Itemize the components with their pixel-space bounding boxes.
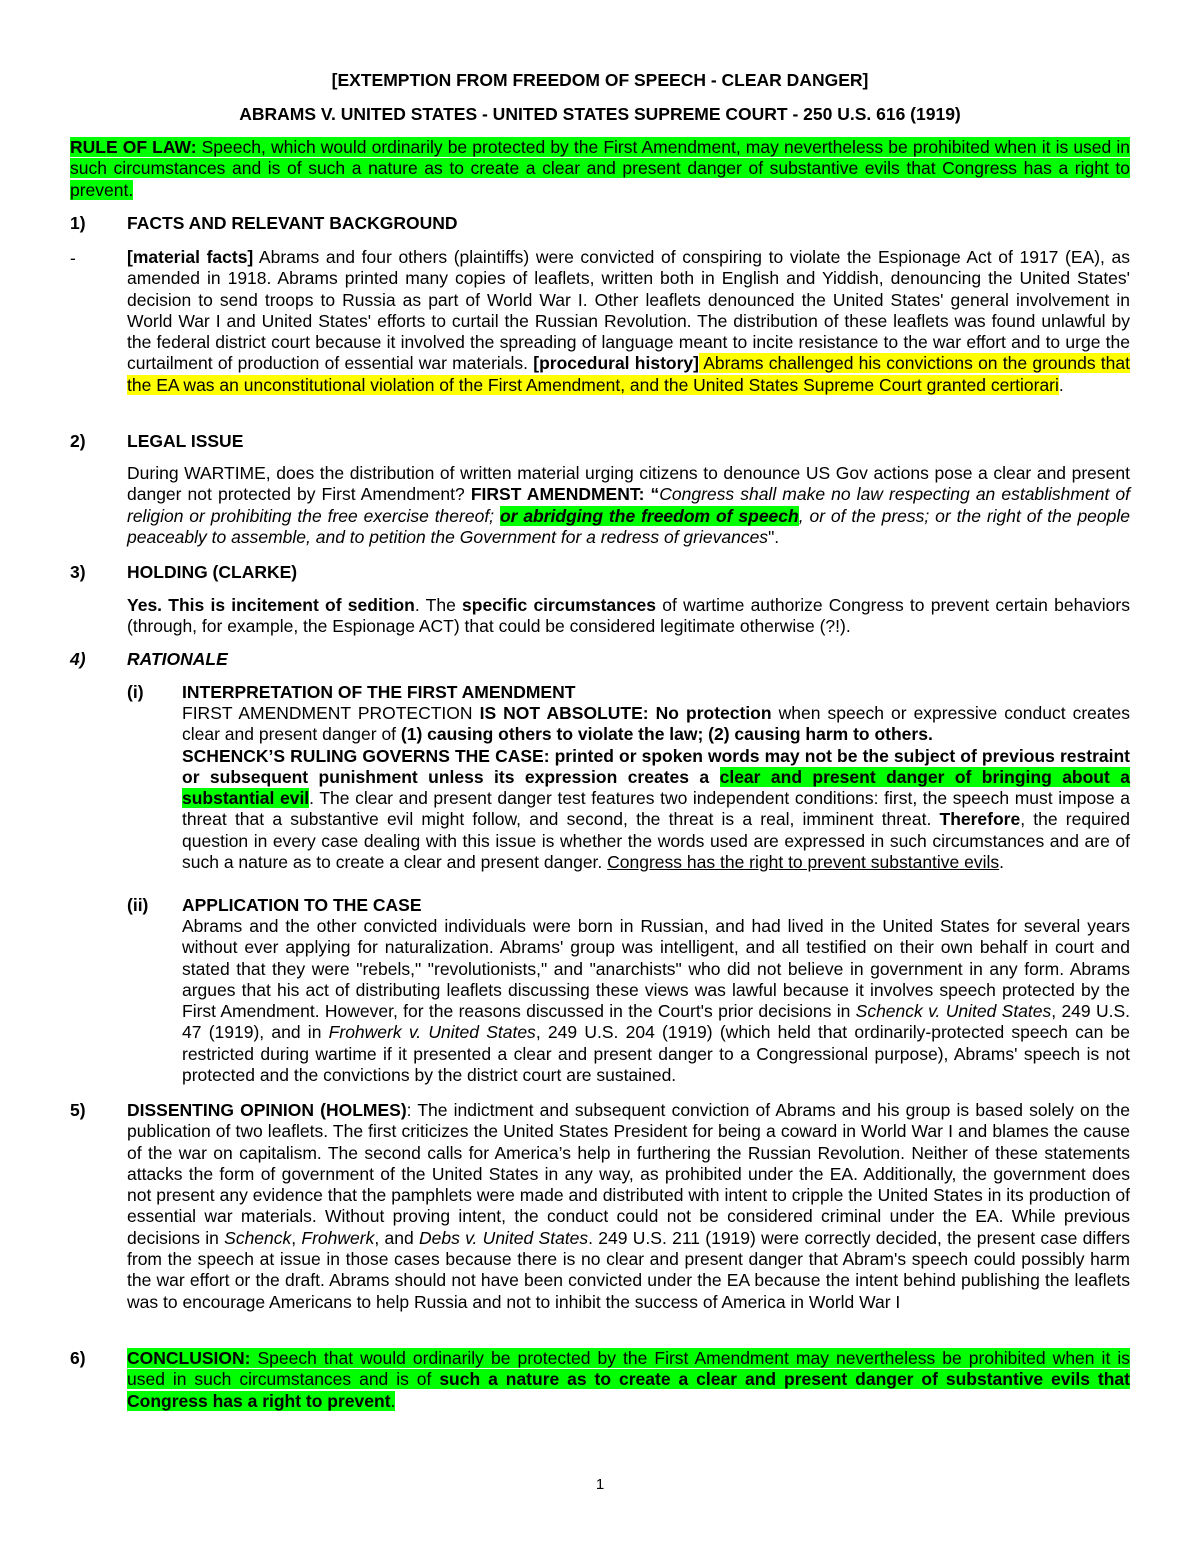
section-1-number: 1) xyxy=(70,213,86,233)
section-6-number: 6) xyxy=(70,1348,86,1368)
rule-of-law-label: RULE OF LAW: xyxy=(70,137,197,157)
section-5-number: 5) xyxy=(70,1100,86,1120)
material-facts-label: [material facts] xyxy=(127,247,254,267)
section-2-heading: LEGAL ISSUE xyxy=(127,431,244,451)
subsection-i-heading: INTERPRETATION OF THE FIRST AMENDMENT xyxy=(182,682,576,702)
legal-issue-paragraph: During WARTIME, does the distribution of written material urging citizens to denounce US Gov actions pose a clear and present danger not protected by First Amendment? FIRST AMENDMENT: “Congress shall make no law respecting an establishment of religion or prohibiting the free exercise thereof; or abridging the freedom of speech, or of the press; or the right of the people peaceably to assemble, and to petition the Government for a redress of grievances". xyxy=(127,463,1130,547)
page-number: 1 xyxy=(595,1476,605,1493)
highlighted-clause: or abridging the freedom of speech xyxy=(499,505,799,526)
facts-text: Abrams and four others (plaintiffs) were convicted of conspiring to violate the Espionage Act of 1917 (EA), as amended in 1918. Abrams printed many copies of leaflets, written both in English and Yiddish, denouncing the United States' decision to send troops to Russia as part of World War I. Other leaflets denounced the United States' general involvement in World War I and United States' efforts to curtail the Russian Revolution. The distribution of these leaflets was found unlawful by the federal district court because it involved the spreading of language meant to incite resistance to the war effort and to urge the curtailment of production of essential war materials. xyxy=(127,247,1131,374)
section-2-number: 2) xyxy=(70,431,86,451)
bullet-dash: - xyxy=(70,248,76,268)
conclusion-paragraph: CONCLUSION: Speech that would ordinarily be protected by the First Amendment may nevertheless be prohibited when it is used in such circumstances and is of such a nature as to create a clear and present danger of substantive evils that Congress has a right to prevent. xyxy=(127,1348,1130,1411)
interpretation-paragraph: FIRST AMENDMENT PROTECTION IS NOT ABSOLUTE: No protection when speech or expressive conduct creates clear and present danger of (1) causing others to violate the law; (2) causing harm to others. SCHENCK’S RULING GOVERNS THE CASE: printed or spoken words may not be the subject of previous restraint or subsequent punishment unless its expression creates a clear and present danger of bringing about a substantial evil. The clear and present danger test features two independent conditions: first, the speech must impose a threat that a substantive evil might follow, and second, the threat is a real, imminent threat. Therefore, the required question in every case dealing with this issue is whether the words used are expressed in such circumstances and are of such a nature as to create a clear and present danger. Congress has the right to prevent substantive evils. xyxy=(182,703,1130,873)
dissent-paragraph: DISSENTING OPINION (HOLMES): The indictment and subsequent conviction of Abrams and his group is based solely on the publication of two leaflets. The first criticizes the United States President for being a coward in World War I and blames the cause of the war on capitalism. The second calls for America’s help in furthering the Russian Revolution. Neither of these statements attacks the form of government of the United States in any way, as prohibited under the EA. Additionally, the government does not present any evidence that the pamphlets were made and distributed with intent to cripple the United States in its production of essential war materials. Without proving intent, the conduct could not be considered criminal under the EA. While previous decisions in Schenck, Frohwerk, and Debs v. United States. 249 U.S. 211 (1919) were correctly decided, the present case differs from the speech at issue in those cases because there is no clear and present danger that Abram's speech could possibly harm the war effort or the draft. Abrams should not have been convicted under the EA because the intent behind publishing the leaflets was to encourage Americans to help Russia and not to inhibit the success of America in World War I xyxy=(127,1100,1131,1312)
underlined-phrase: Congress has the right to prevent substantive evils xyxy=(607,852,1000,873)
section-6-heading: CONCLUSION: xyxy=(127,1348,251,1368)
highlighted-danger-phrase: clear and present danger of bringing about a substantial evil xyxy=(182,766,1130,809)
section-1-heading: FACTS AND RELEVANT BACKGROUND xyxy=(127,213,458,233)
procedural-history-text: Abrams challenged his convictions on the grounds that the EA was an unconstitutional violation of the First Amendment, and the United States Supreme Court granted certiorari xyxy=(127,353,1131,395)
procedural-history-label: [procedural history] xyxy=(533,353,699,374)
rule-of-law xyxy=(70,137,1130,201)
section-5-heading: DISSENTING OPINION (HOLMES) xyxy=(127,1100,407,1120)
document-title: [EXTEMPTION FROM FREEDOM OF SPEECH - CLEAR DANGER] xyxy=(331,70,869,90)
first-amendment-label: FIRST AMENDMENT: “ xyxy=(470,484,660,505)
subsection-ii-heading: APPLICATION TO THE CASE xyxy=(182,895,422,915)
application-paragraph: Abrams and the other convicted individuals were born in Russian, and had lived in the United States for several years without ever applying for naturalization. Abrams' group was intelligent, and all testified on their own behalf in court and stated that they were "rebels," "revolutionists," and "anarchists" who did not believe in government in any form. Abrams argues that his act of distributing leaflets discussing these views was lawful because it involves speech protected by the First Amendment. However, for the reasons discussed in the Court's prior decisions in Schenck v. United States, 249 U.S. 47 (1919), and in Frohwerk v. United States, 249 U.S. 204 (1919) (which held that ordinarily-protected speech can be restricted during wartime if it presented a clear and present danger to a Congressional purpose), Abrams' speech is not protected and the convictions by the district court are sustained. xyxy=(182,916,1131,1086)
subsection-i-number: (i) xyxy=(127,682,144,702)
subsection-ii-number: (ii) xyxy=(127,895,149,915)
holding-paragraph: Yes. This is incitement of sedition. The specific circumstances of wartime authorize Congress to prevent certain behaviors (through, for example, the Espionage ACT) that could be considered legitimate otherwise (?!). xyxy=(127,595,1130,637)
section-4-number: 4) xyxy=(70,649,86,669)
section-4-heading: RATIONALE xyxy=(127,649,228,669)
facts-paragraph: [material facts] Abrams and four others (plaintiffs) were convicted of conspiring to violate the Espionage Act of 1917 (EA), as amended in 1918. Abrams printed many copies of leaflets, written both in English and Yiddish, denouncing the United States' decision to send troops to Russia as part of World War I. Other leaflets denounced the United States' general involvement in World War I and United States' efforts to curtail the Russian Revolution. The distribution of these leaflets was found unlawful by the federal district court because it involved the spreading of language meant to incite resistance to the war effort and to urge the curtailment of production of essential war materials. [procedural history] Abrams challenged his convictions on the grounds that the EA was an unconstitutional violation of the First Amendment, and the United States Supreme Court granted certiorari. xyxy=(127,247,1131,395)
section-3-number: 3) xyxy=(70,562,86,582)
rule-of-law-text: Speech, which would ordinarily be protected by the First Amendment, may nevertheless be prohibited when it is used in such circumstances and is of such a nature as to create a clear and present danger of substantive evils that Congress has a right to prevent. xyxy=(70,137,1130,200)
section-3-heading: HOLDING (CLARKE) xyxy=(127,562,298,582)
case-citation: ABRAMS V. UNITED STATES - UNITED STATES SUPREME COURT - 250 U.S. 616 (1919) xyxy=(239,104,961,124)
